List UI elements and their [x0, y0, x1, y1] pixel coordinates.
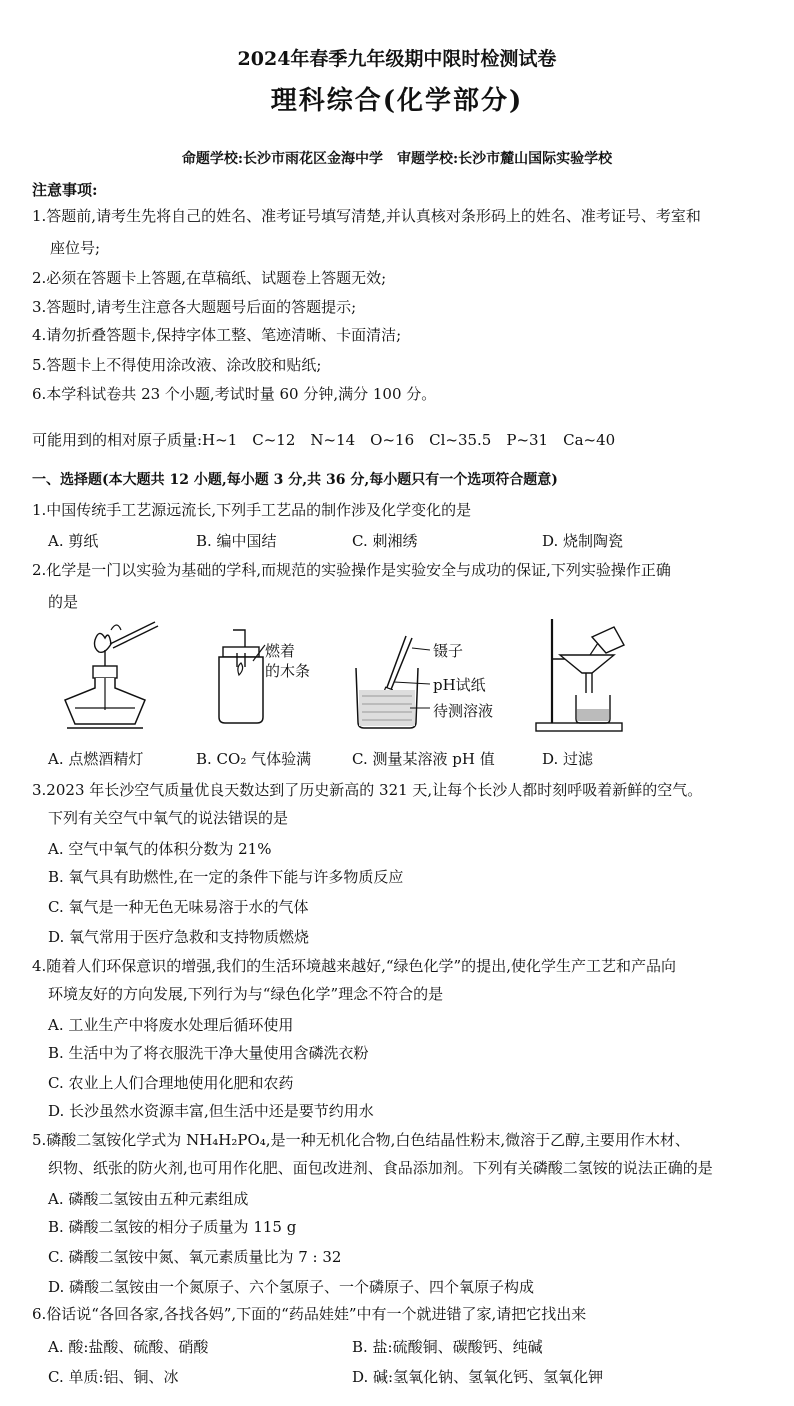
- option-a: A. 工业生产中将废水处理后循环使用: [48, 1016, 294, 1034]
- option-c: C. 磷酸二氢铵中氮、氧元素质量比为 7 : 32: [48, 1248, 342, 1266]
- question-stem: 3.2023 年长沙空气质量优良天数达到了历史新高的 321 天,让每个长沙人都时刻呼吸着新鲜的空气。: [32, 781, 703, 799]
- option-d: D. 碱:氢氧化钠、氢氧化钙、氢氧化钾: [352, 1368, 604, 1386]
- option-b: B. 磷酸二氢铵的相分子质量为 115 g: [48, 1218, 297, 1236]
- notice-item: 2.必须在答题卡上答题,在草稿纸、试题卷上答题无效;: [32, 269, 387, 287]
- option-a: A. 磷酸二氢铵由五种元素组成: [48, 1190, 249, 1208]
- option-b: B. 生活中为了将衣服洗干净大量使用含磷洗衣粉: [48, 1044, 369, 1062]
- notice-item: 6.本学科试卷共 23 个小题,考试时量 60 分钟,满分 100 分。: [32, 385, 437, 403]
- filtration-figure: [530, 615, 630, 735]
- option-c: C. 氧气是一种无色无味易溶于水的气体: [48, 898, 309, 916]
- option-c: C. 测量某溶液 pH 值: [352, 750, 495, 768]
- notice-item: 4.请勿折叠答题卡,保持字体工整、笔迹清晰、卡面清洁;: [32, 326, 402, 344]
- option-d: D. 长沙虽然水资源丰富,但生活中还是要节约用水: [48, 1102, 374, 1120]
- notice-item: 3.答题时,请考生注意各大题题号后面的答题提示;: [32, 298, 357, 316]
- question-stem: 6.俗话说“各回各家,各找各妈”,下面的“药品娃娃”中有一个就进错了家,请把它找出来: [32, 1305, 587, 1323]
- figure-label-solution: 待测溶液: [433, 702, 494, 720]
- exam-subtitle: 理科综合(化学部分): [270, 86, 524, 116]
- question-stem: 的是: [48, 593, 79, 611]
- question-stem: 下列有关空气中氧气的说法错误的是: [48, 809, 289, 827]
- option-b: B. 编中国结: [196, 532, 277, 550]
- school-info: 命题学校:长沙市雨花区金海中学 审题学校:长沙市麓山国际实验学校: [181, 151, 613, 167]
- option-d: D. 磷酸二氢铵由一个氮原子、六个氢原子、一个磷原子、四个氧原子构成: [48, 1278, 535, 1296]
- section-heading: 一、选择题(本大题共 12 小题,每小题 3 分,共 36 分,每小题只有一个选项符合题意): [32, 472, 558, 488]
- option-b: B. CO₂ 气体验满: [196, 750, 312, 768]
- notice-item: 座位号;: [50, 239, 101, 257]
- ph-test-figure: [350, 632, 430, 732]
- question-stem: 5.磷酸二氢铵化学式为 NH₄H₂PO₄,是一种无机化合物,白色结晶性粉末,微溶于乙醇,主要用作木材、: [32, 1131, 690, 1149]
- option-a: A. 点燃酒精灯: [48, 750, 144, 768]
- notice-item: 5.答题卡上不得使用涂改液、涂改胶和贴纸;: [32, 356, 322, 374]
- question-stem: 织物、纸张的防火剂,也可用作化肥、面包改进剂、食品添加剂。下列有关磷酸二氢铵的说法正确的是: [48, 1159, 713, 1177]
- question-stem: 2.化学是一门以实验为基础的学科,而规范的实验操作是实验安全与成功的保证,下列实验操作正确: [32, 561, 671, 579]
- alcohol-lamp-figure: [55, 620, 175, 740]
- notice-heading: 注意事项:: [32, 181, 98, 199]
- option-a: A. 酸:盐酸、硫酸、硝酸: [48, 1338, 209, 1356]
- option-c: C. 单质:铝、铜、冰: [48, 1368, 179, 1386]
- option-c: C. 农业上人们合理地使用化肥和农药: [48, 1074, 294, 1092]
- notice-item: 1.答题前,请考生先将自己的姓名、准考证号填写清楚,并认真核对条形码上的姓名、准考证号、考室和: [32, 207, 701, 225]
- question-stem: 1.中国传统手工艺源远流长,下列手工艺品的制作涉及化学变化的是: [32, 501, 472, 519]
- atomic-masses: 可能用到的相对原子质量:H~1 C~12 N~14 O~16 Cl~35.5 P~31 Ca~40: [32, 431, 616, 449]
- figure-label-ph-paper: pH试纸: [433, 676, 486, 694]
- option-c: C. 刺湘绣: [352, 532, 418, 550]
- option-a: A. 剪纸: [48, 532, 99, 550]
- option-b: B. 盐:硫酸铜、碳酸钙、纯碱: [352, 1338, 543, 1356]
- exam-title: 2024年春季九年级期中限时检测试卷: [237, 48, 557, 70]
- question-stem: 4.随着人们环保意识的增强,我们的生活环境越来越好,“绿色化学”的提出,使化学生产工艺和产品向: [32, 957, 676, 975]
- figure-label-tweezers: 镊子: [433, 642, 464, 660]
- option-d: D. 氧气常用于医疗急救和支持物质燃烧: [48, 928, 310, 946]
- question-stem: 环境友好的方向发展,下列行为与“绿色化学”理念不符合的是: [48, 985, 444, 1003]
- figure-label-burning-stick: 的木条: [265, 662, 311, 680]
- figure-label-burning-stick: 燃着: [265, 642, 296, 660]
- option-d: D. 过滤: [542, 750, 594, 768]
- option-b: B. 氧气具有助燃性,在一定的条件下能与许多物质反应: [48, 868, 404, 886]
- option-a: A. 空气中氧气的体积分数为 21%: [48, 840, 272, 858]
- option-d: D. 烧制陶瓷: [542, 532, 624, 550]
